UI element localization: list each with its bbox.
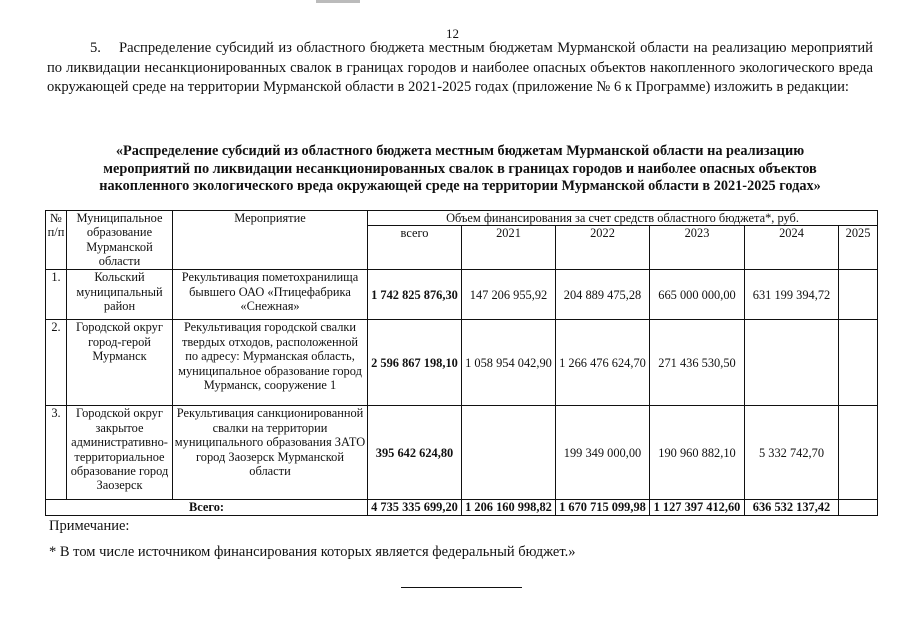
header-2023: 2023 <box>650 226 745 270</box>
row-num: 1. <box>46 270 67 320</box>
row-municipality: Городской округ город-герой Мурманск <box>67 320 173 406</box>
row-total: 1 742 825 876,30 <box>368 270 462 320</box>
row-2024 <box>745 320 839 406</box>
header-2021: 2021 <box>462 226 556 270</box>
row-total: 2 596 867 198,10 <box>368 320 462 406</box>
row-2022: 204 889 475,28 <box>556 270 650 320</box>
header-activity: Мероприятие <box>173 211 368 270</box>
row-2021: 147 206 955,92 <box>462 270 556 320</box>
paragraph-number: 5. <box>90 40 101 56</box>
totals-2024: 636 532 137,42 <box>745 500 839 515</box>
totals-2023: 1 127 397 412,60 <box>650 500 745 515</box>
row-2021: 1 058 954 042,90 <box>462 320 556 406</box>
heading-line-1: «Распределение субсидий из областного бюджета местным бюджетам Мурманской области на реализацию <box>115 143 805 159</box>
row-2025 <box>839 270 878 320</box>
row-2021 <box>462 406 556 500</box>
row-activity: Рекультивация санкционированной свалки на территории муниципального образования ЗАТО город Заозерск Мурманской области <box>173 406 368 500</box>
header-2022: 2022 <box>556 226 650 270</box>
totals-2022: 1 670 715 099,98 <box>556 500 650 515</box>
row-num: 2. <box>46 320 67 406</box>
page-number: 12 <box>446 26 459 41</box>
row-2024: 631 199 394,72 <box>745 270 839 320</box>
row-2023: 190 960 882,10 <box>650 406 745 500</box>
row-2025 <box>839 320 878 406</box>
header-2025: 2025 <box>839 226 878 270</box>
subsidy-table <box>45 210 878 516</box>
totals-row <box>46 500 878 515</box>
row-activity: Рекультивация пометохранилища бывшего ОАО «Птицефабрика «Снежная» <box>173 270 368 320</box>
totals-total: 4 735 335 699,20 <box>368 500 462 515</box>
totals-label: Всего: <box>46 500 368 515</box>
row-municipality: Кольский муниципальный район <box>67 270 173 320</box>
totals-2021: 1 206 160 998,82 <box>462 500 556 515</box>
footnote: * В том числе источником финансирования которых является федеральный бюджет.» <box>49 544 576 560</box>
row-total: 395 642 624,80 <box>368 406 462 500</box>
note-label: Примечание: <box>49 518 130 534</box>
header-funding: Объем финансирования за счет средств областного бюджета*, руб. <box>368 211 878 226</box>
paragraph-text: Распределение субсидий из областного бюджета местным бюджетам Мурманской области на реализацию мероприятий по ликвидации несанкционированных свалок в границах городов и наиболее опасных объектов накопленного экологического вреда окружающей среде на территории Мурманской области в 2021-2025 годах (приложение № 6 к Программе) изложить в редакции: <box>47 40 873 95</box>
header-2024: 2024 <box>745 226 839 270</box>
row-num: 3. <box>46 406 67 500</box>
header-municipality: Муниципальное образование Мурманской области <box>67 211 173 270</box>
table-row <box>46 270 878 320</box>
header-total: всего <box>368 226 462 270</box>
closing-rule <box>401 587 522 588</box>
totals-2025 <box>839 500 878 515</box>
heading-line-3: накопленного экологического вреда окружающей среде на территории Мурманской области в 2021-2025 годах» <box>99 178 821 194</box>
table-heading <box>47 143 873 196</box>
row-2025 <box>839 406 878 500</box>
row-2023: 271 436 530,50 <box>650 320 745 406</box>
top-scan-mark <box>316 0 360 3</box>
heading-line-2: мероприятий по ликвидации несанкционированных свалок в границах городов и наиболее опасных объектов <box>103 160 817 177</box>
row-2024: 5 332 742,70 <box>745 406 839 500</box>
table-row <box>46 320 878 406</box>
row-2022: 1 266 476 624,70 <box>556 320 650 406</box>
row-municipality: Городской округ закрытое административно-территориальное образование город Заозерск <box>67 406 173 500</box>
header-num: № п/п <box>46 211 67 270</box>
row-activity: Рекультивация городской свалки твердых отходов, расположенной по адресу: Мурманская область, муниципальное образование город Мурманск, сооружение 1 <box>173 320 368 406</box>
row-2022: 199 349 000,00 <box>556 406 650 500</box>
paragraph-5 <box>47 39 873 98</box>
table-row <box>46 406 878 500</box>
row-2023: 665 000 000,00 <box>650 270 745 320</box>
